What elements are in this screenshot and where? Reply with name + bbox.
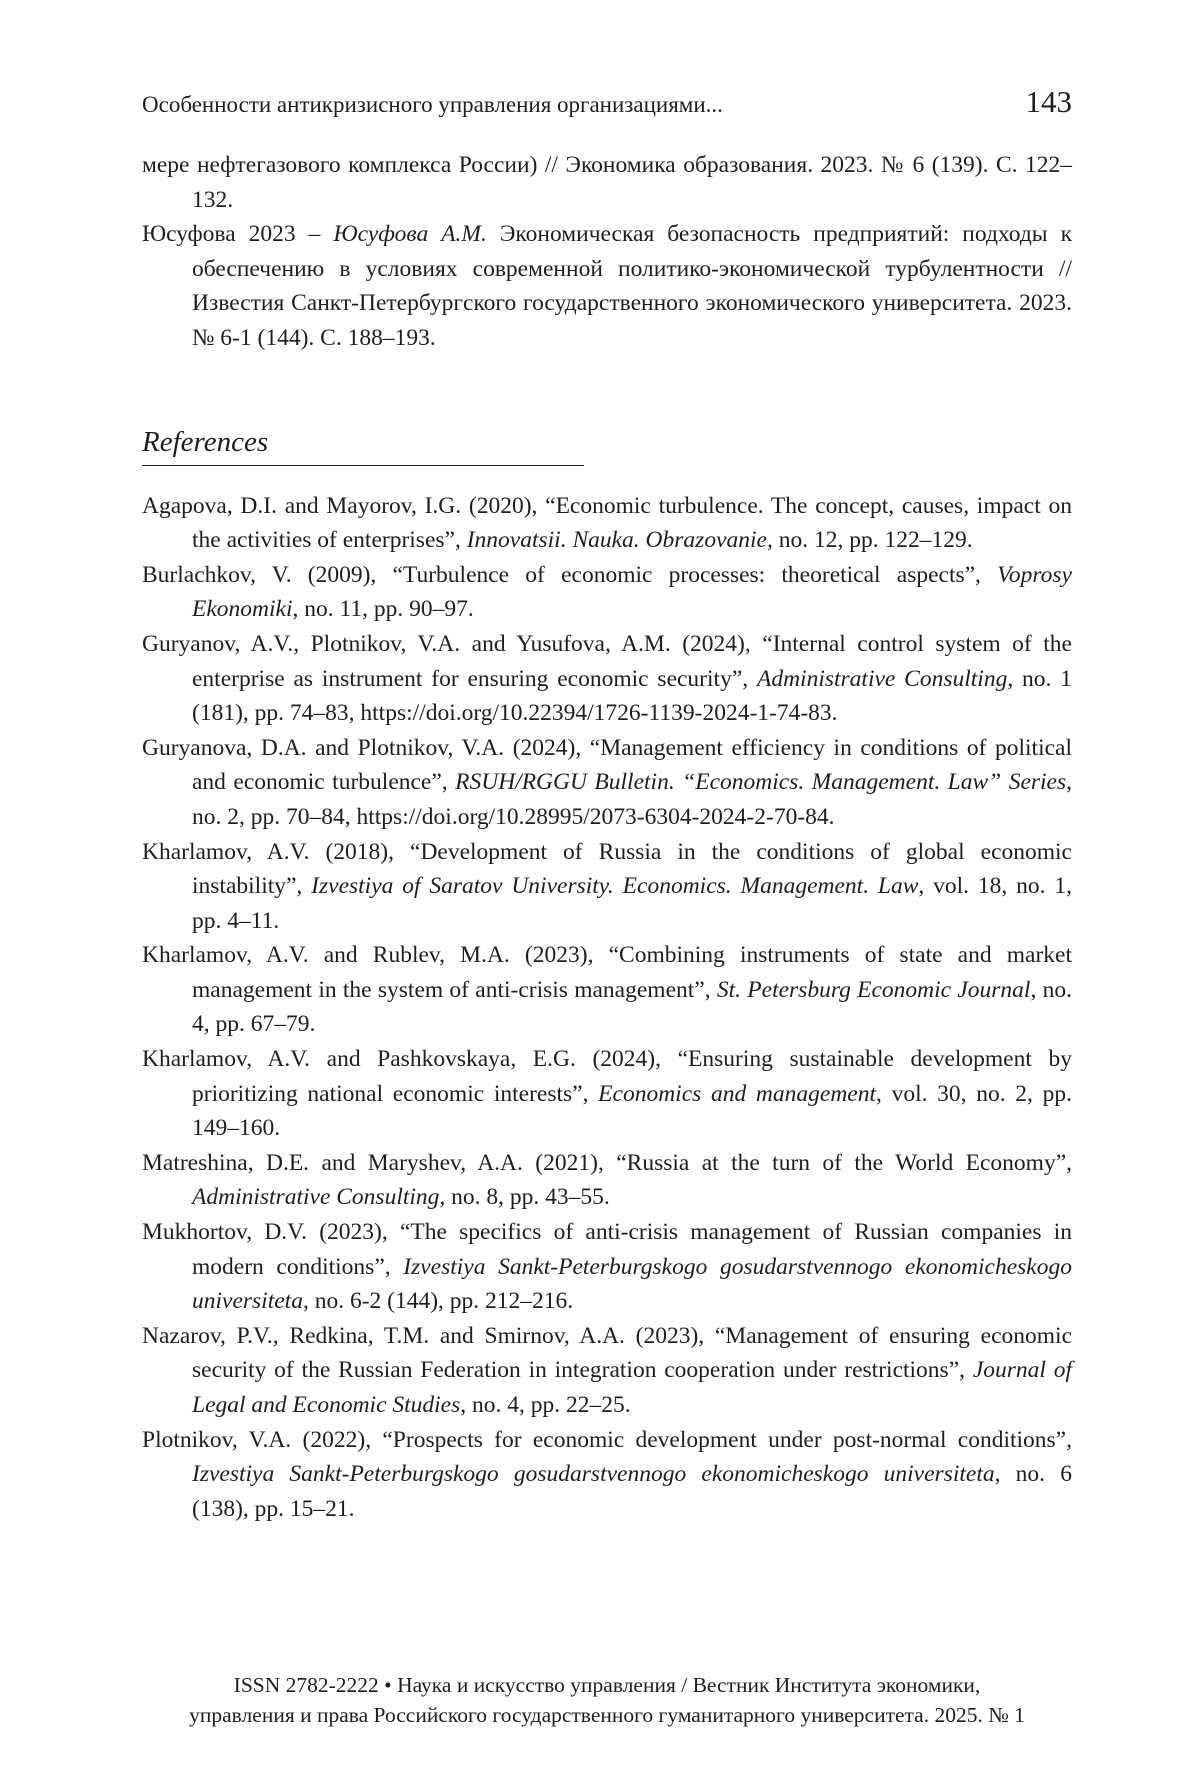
reference-source-title: St. Petersburg Economic Journal	[716, 976, 1031, 1003]
reference-source-title: Voprosy Ekonomiki	[192, 561, 1072, 623]
reference-text: Kharlamov, A.V. and Rublev, M.A. (2023), “Combining instruments of state and market management in the system of anti-crisis management”,	[142, 942, 1072, 1003]
reference-source-title: Izvestiya Sankt-Peterburgskogo gosudarstvennogo ekonomicheskogo universiteta	[192, 1253, 1072, 1315]
reference-source-title: Economics and management	[598, 1080, 876, 1107]
reference-text: , no. 6-2 (144), pp. 212–216.	[302, 1288, 574, 1315]
reference-text: , no. 4, pp. 22–25.	[460, 1392, 631, 1418]
reference-entry	[142, 217, 1072, 355]
reference-text: , no. 8, pp. 43–55.	[439, 1184, 610, 1211]
reference-entry	[142, 1423, 1072, 1527]
reference-text: , vol. 18, no. 1, pp. 4–11.	[192, 873, 1073, 934]
reference-text: Agapova, D.I. and Mayorov, I.G. (2020), “Economic turbulence. The concept, causes, impact on the activities of enterprises”,	[142, 492, 1072, 554]
reference-text: no. 12, pp. 122–129.	[772, 527, 973, 554]
reference-entry	[142, 148, 1072, 217]
reference-text: Matreshina, D.E. and Maryshev, A.A. (2021), “Russia at the turn of the World Economy”,	[142, 1149, 1072, 1176]
page-number: 143	[1025, 84, 1072, 119]
reference-text: Guryanova, D.A. and Plotnikov, V.A. (2024), “Management efficiency in conditions of political and economic turbulence”,	[142, 734, 1072, 796]
reference-entry	[142, 489, 1072, 558]
reference-text: Юсуфова 2023 –	[142, 221, 334, 248]
reference-text: Kharlamov, A.V. and Pashkovskaya, E.G. (2024), “Ensuring sustainable development by prioritizing national economic interests”,	[142, 1046, 1072, 1107]
reference-text: Kharlamov, A.V. (2018), “Development of Russia in the conditions of global economic instability”,	[142, 838, 1072, 900]
reference-text: , no. 4, pp. 67–79.	[192, 976, 1072, 1038]
page	[142, 84, 1072, 1526]
reference-source-title: Administrative Consulting	[756, 665, 1008, 692]
reference-text: Plotnikov, V.A. (2022), “Prospects for economic development under post-normal conditions”,	[142, 1426, 1072, 1453]
reference-text: Guryanov, A.V., Plotnikov, V.A. and Yusufova, A.M. (2024), “Internal control system of the enterprise as instrument for ensuring economic security”,	[142, 630, 1072, 692]
reference-entry	[142, 627, 1072, 731]
reference-text: , no. 11, pp. 90–97.	[292, 596, 474, 623]
reference-entry	[142, 1146, 1072, 1215]
reference-source-title: Journal of Legal and Economic Studies	[192, 1357, 1072, 1418]
reference-entry	[142, 731, 1072, 835]
reference-text: Экономическая безопасность предприятий: подходы к обеспечению в условиях современной политико-экономической турбулентности // Известия Санкт-Петербургского государственного экономического университета. 2023. № 6-1 (144). С. 188–193.	[192, 221, 1072, 351]
reference-source-title: Innovatsii. Nauka. Obrazovanie,	[466, 527, 773, 554]
reference-source-title: Administrative Consulting	[192, 1184, 440, 1211]
references-heading: References	[142, 426, 584, 466]
reference-text: , no. 1 (181), pp. 74–83, https://doi.org/10.22394/1726-1139-2024-1-74-83.	[192, 665, 1073, 727]
reference-source-title: Izvestiya of Saratov University. Economics. Management. Law	[311, 873, 919, 900]
footer-line-2: управления и права Российского государственного гуманитарного университета. 2025. № 1	[189, 1703, 1025, 1727]
reference-text: , no. 2, pp. 70–84, https://doi.org/10.28995/2073-6304-2024-2-70-84.	[192, 769, 1072, 830]
reference-text: , no. 6 (138), pp. 15–21.	[192, 1461, 1073, 1522]
reference-text: Mukhortov, D.V. (2023), “The specifics of anti-crisis management of Russian companies in modern conditions”,	[142, 1219, 1072, 1280]
references-list	[142, 489, 1072, 1527]
reference-text: , vol. 30, no. 2, pp. 149–160.	[192, 1080, 1072, 1142]
reference-source-title: Юсуфова А.М.	[333, 221, 487, 248]
reference-entry	[142, 938, 1072, 1042]
reference-entry	[142, 1215, 1072, 1319]
reference-text: Nazarov, P.V., Redkina, T.M. and Smirnov, A.A. (2023), “Management of ensuring economic security of the Russian Federation in integration cooperation under restrictions”,	[142, 1322, 1072, 1384]
running-head	[142, 84, 1072, 144]
journal-footer	[142, 1670, 1072, 1730]
reference-entry	[142, 558, 1072, 627]
reference-entry	[142, 1042, 1072, 1146]
reference-text: Burlachkov, V. (2009), “Turbulence of economic processes: theoretical aspects”,	[142, 561, 998, 588]
reference-text: мере нефтегазового комплекса России) // Экономика образования. 2023. № 6 (139). С. 122–132.	[142, 152, 1072, 213]
running-head-title: Особенности антикризисного управления организациями...	[142, 92, 723, 117]
reference-source-title: Izvestiya Sankt-Peterburgskogo gosudarstvennogo ekonomicheskogo universiteta	[192, 1461, 995, 1488]
russian-reference-list	[142, 148, 1072, 356]
reference-entry	[142, 1319, 1072, 1423]
footer-line-1: ISSN 2782-2222 • Наука и искусство управления / Вестник Института экономики,	[233, 1673, 981, 1697]
reference-source-title: RSUH/RGGU Bulletin. “Economics. Management. Law” Series	[455, 769, 1067, 796]
reference-entry	[142, 835, 1072, 939]
